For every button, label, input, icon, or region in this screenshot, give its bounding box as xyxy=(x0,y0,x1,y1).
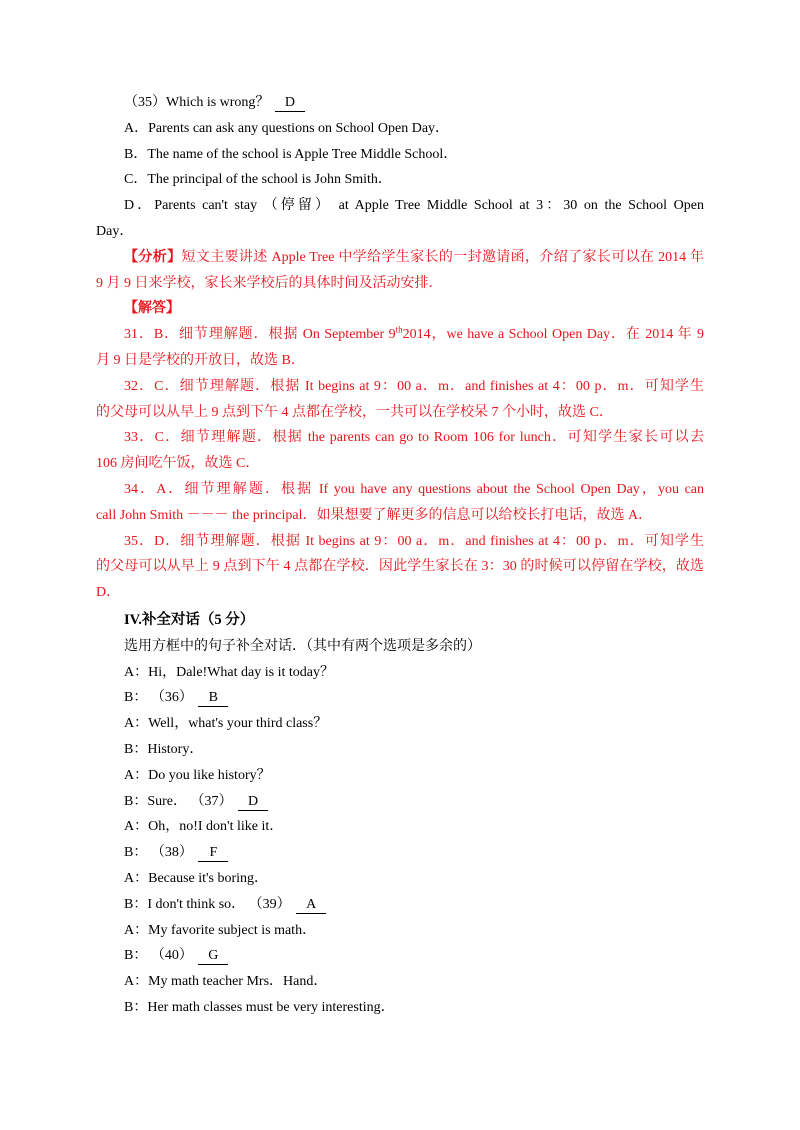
solution-35-line-1: 35．D．细节理解题．根据 It begins at 9：00 a．m．and finishes at 4：00 p．m．可知学生 xyxy=(124,533,704,549)
dialogue-line xyxy=(96,737,704,763)
solution-31-line-1 xyxy=(96,322,704,348)
dialogue-text: B：History． xyxy=(124,741,204,757)
dialogue-text: A：Well，what's your third class？ xyxy=(124,716,328,732)
solution-31-text-b: 2014，we have a School Open Day．在 2014 年 9 xyxy=(402,327,704,343)
dialogue-text: A：Oh，no!I don't like it． xyxy=(124,819,284,835)
option-d-line-2: Day． xyxy=(96,223,134,239)
dialogue xyxy=(96,660,704,1021)
dialogue-line xyxy=(96,711,704,737)
dialogue-text: A：Hi，Dale!What day is it today？ xyxy=(124,664,334,680)
dialogue-line xyxy=(96,685,704,711)
question-35 xyxy=(96,90,704,116)
answer-blank-37: D xyxy=(238,794,268,811)
dialogue-text: B： （38） xyxy=(124,845,193,861)
solution-34-line-2: call John Smith －－－ the principal．如果想要了解更多的信息可以给校长打电话，故选 A． xyxy=(96,507,653,523)
dialogue-line xyxy=(96,995,704,1021)
section-instruction: 选用方框中的句子补全对话．（其中有两个选项是多余的） xyxy=(124,638,481,654)
solution-35-line-2: 的父母可以从早上 9 点到下午 4 点都在学校．因此学生家长在 3：30 的时候可以停留在学校，故选 xyxy=(96,559,704,575)
document-page xyxy=(96,90,704,1021)
dialogue-line xyxy=(96,840,704,866)
solution-31-sup: th xyxy=(395,324,403,335)
dialogue-text: B： （40） xyxy=(124,948,193,964)
dialogue-text: A：My favorite subject is math． xyxy=(124,922,317,938)
solution-33-line-2: 106 房间吃午饭，故选 C． xyxy=(96,456,260,472)
analysis-text: 短文主要讲述 Apple Tree 中学给学生家长的一封邀请函，介绍了家长可以在 2014 年 xyxy=(181,249,705,265)
dialogue-text: B：Her math classes must be very interesting． xyxy=(124,999,395,1015)
question-35-text: （35）Which is wrong？ xyxy=(124,95,270,110)
dialogue-text: B： （36） xyxy=(124,690,193,706)
dialogue-line xyxy=(96,892,704,918)
dialogue-line xyxy=(96,866,704,892)
dialogue-line xyxy=(96,943,704,969)
answer-blank-39: A xyxy=(296,897,326,914)
solution-35-line-3: D． xyxy=(96,585,121,601)
answer-blank-40: G xyxy=(198,948,228,965)
option-a: A．Parents can ask any questions on School Open Day． xyxy=(124,120,450,136)
solution-34-line-1: 34．A．细节理解题．根据 If you have any questions about the School Open Day，you can xyxy=(124,481,704,497)
analysis-line-1 xyxy=(96,245,704,271)
dialogue-text: B：I don't think so． （39） xyxy=(124,896,291,912)
option-b: B．The name of the school is Apple Tree Middle School． xyxy=(124,146,458,162)
dialogue-line xyxy=(96,789,704,815)
dialogue-line xyxy=(96,969,704,995)
dialogue-line xyxy=(96,763,704,789)
dialogue-line xyxy=(96,814,704,840)
dialogue-text: A：Do you like history？ xyxy=(124,767,271,783)
dialogue-line xyxy=(96,660,704,686)
solution-32-line-2: 的父母可以从早上 9 点到下午 4 点都在学校，一共可以在学校呆 7 个小时，故选 C． xyxy=(96,404,613,420)
option-c: C．The principal of the school is John Smith． xyxy=(124,172,392,188)
solution-32-line-1: 32．C．细节理解题．根据 It begins at 9：00 a．m．and finishes at 4：00 p．m．可知学生 xyxy=(124,378,704,394)
dialogue-text: B：Sure． （37） xyxy=(124,793,233,809)
analysis-line-2: 9 月 9 日来学校，家长来学校后的具体时间及活动安排． xyxy=(96,275,443,291)
answer-tag: 【解答】 xyxy=(124,301,180,317)
answer-blank-36: B xyxy=(198,690,228,707)
solution-31-text-a: 31．B．细节理解题．根据 On September 9 xyxy=(124,327,396,343)
answer-blank-35: D xyxy=(275,95,305,112)
dialogue-text: A：My math teacher Mrs．Hand． xyxy=(124,974,328,990)
option-d-line-1: D．Parents can't stay （停留） at Apple Tree Middle School at 3：30 on the School Open xyxy=(124,198,704,214)
solution-33-line-1: 33．C．细节理解题．根据 the parents can go to Room 106 for lunch．可知学生家长可以去 xyxy=(124,430,704,446)
dialogue-text: A：Because it's boring． xyxy=(124,870,269,886)
section-heading: IV.补全对话（5 分） xyxy=(124,611,255,628)
answer-blank-38: F xyxy=(198,845,228,862)
solution-31-line-2: 月 9 日是学校的开放日，故选 B． xyxy=(96,352,305,368)
analysis-tag: 【分析】 xyxy=(124,249,182,265)
dialogue-line xyxy=(96,918,704,944)
